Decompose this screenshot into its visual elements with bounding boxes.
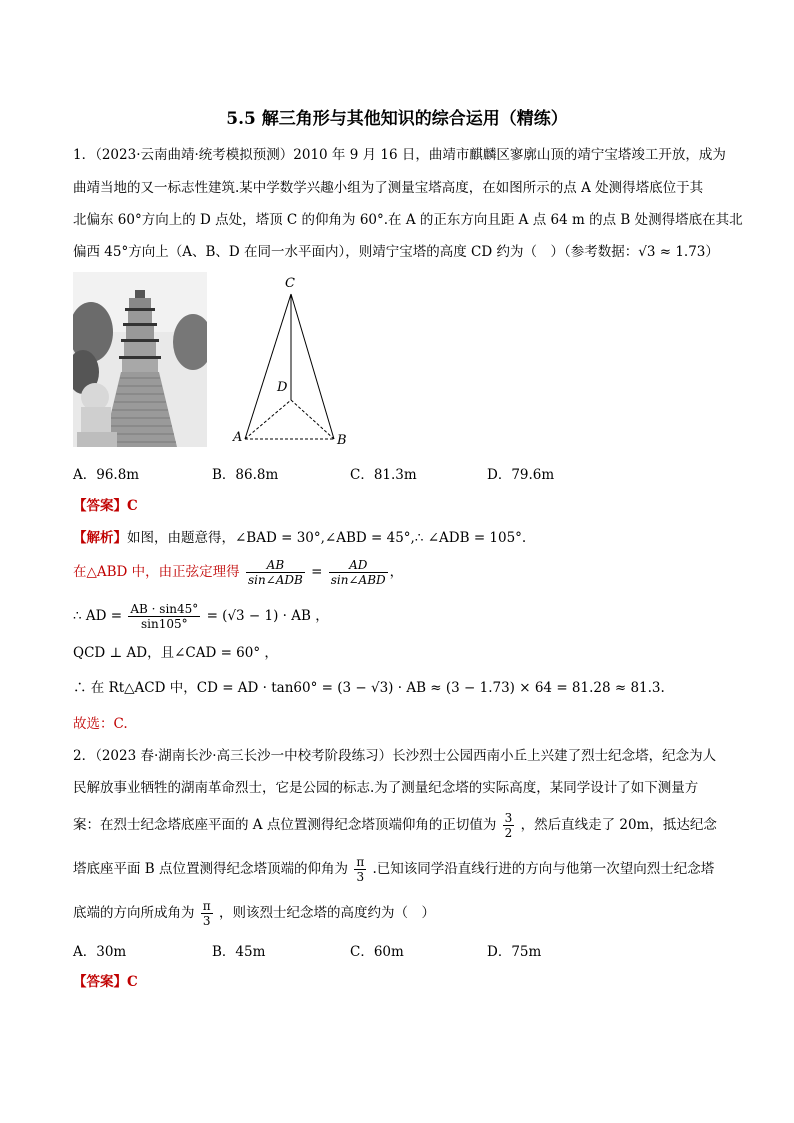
label-b: B [337,433,347,448]
label-a: A [233,430,243,445]
pagoda-photo [73,272,207,447]
q1-conclusion: 故选：C. [73,716,128,732]
label-c: C [285,276,295,291]
q1-text-line: 曲靖当地的又一标志性建筑.某中学数学兴趣小组为了测量宝塔高度，在如图所示的点 A 处测得塔底位于其 [73,180,704,196]
sine-rule-intro: 在△ABD 中，由正弦定理得 [73,564,240,580]
q2-answer [73,972,138,992]
fraction-ab-sin-adb: $\frac{AB}{\text{sin∠ADB}}$ [247,558,303,587]
q2-option-b: B．45m [212,944,266,960]
q1-text-line: 北偏东 60°方向上的 D 点处，塔顶 C 的仰角为 60°.在 A 的正东方向且距 A 点 64 m 的点 B 处测得塔底在其北 [73,212,743,228]
answer-label: 【答案】 [73,498,127,514]
answer-value: C [127,498,138,514]
q2-text-line: 民解放事业牺牲的湖南革命烈士，它是公园的标志.为了测量纪念塔的实际高度，某同学设计了如下测量方 [73,780,699,796]
label-d: D [277,380,288,395]
fraction-ad-expression: $\frac{AB \cdot \sin 45^\circ}{\sin 105^\circ}$ [130,602,199,631]
q2-option-a: A．30m [73,944,127,960]
q1-option-d: D．79.6m [487,467,555,483]
q1-analysis-line1 [73,528,526,548]
q2-text-line: 2．（2023 春·湖南长沙·高三长沙一中校考阶段练习）长沙烈士公园西南小丘上兴建了烈士纪念塔，纪念为人 [73,748,717,764]
q1-option-c: C．81.3m [350,467,417,483]
fraction-pi-over-3: $\frac{\pi}{3}$ [202,899,211,928]
q2-text-line: 底端的方向所成角为 $\frac{\pi}{3}$ ，则该烈士纪念塔的高度约为（ ） [73,899,435,928]
q1-analysis-line4: QCD ⊥ AD，且∠CAD = 60° ， [73,645,278,661]
q1-option-b: B．86.8m [212,467,279,483]
page-title: 5.5 解三角形与其他知识的综合运用（精练） [226,109,568,129]
q1-option-a: A．96.8m [73,467,140,483]
q1-text-line: 1．（2023·云南曲靖·统考模拟预测）2010 年 9 月 16 日，曲靖市麒麟区寥廓山顶的靖宁宝塔竣工开放，成为 [73,147,726,163]
q1-analysis-line2: 在△ABD 中，由正弦定理得 $\frac{AB}{\text{sin∠ADB}}$ = $\frac{AD}{\text{sin∠ABD}}$ ， [73,558,404,587]
fraction-pi-over-3: $\frac{\pi}{3}$ [356,855,365,884]
q1-analysis-line3: ∴ AD = $\frac{AB \cdot \sin 45^\circ}{\sin 105^\circ}$ = (√3 − 1) · AB ， [73,602,329,631]
analysis-label: 【解析】 [73,530,127,546]
q2-option-d: D．75m [487,944,542,960]
pyramid-diagram [225,272,355,452]
q1-answer [73,496,138,516]
q2-option-c: C．60m [350,944,404,960]
answer-value: C [127,974,138,990]
answer-label: 【答案】 [73,974,127,990]
fraction-ad-sin-abd: $\frac{AD}{\text{sin∠ABD}}$ [330,558,386,587]
q2-text-line: 案：在烈士纪念塔底座平面的 A 点位置测得纪念塔顶端仰角的正切值为 $\frac{3}{2}$ ，然后直线走了 20m，抵达纪念 [73,811,717,840]
q1-text-line: 偏西 45°方向上（A、B、D 在同一水平面内），则靖宁宝塔的高度 CD 约为（ ）（参考数据：√3 ≈ 1.73） [73,244,719,260]
fraction-tan-value: $\frac{3}{2}$ [504,811,513,840]
q1-analysis-line5: ∴ 在 Rt△ACD 中，CD = AD · tan60° = (3 − √3) · AB ≈ (3 − 1.73) × 64 = 81.28 ≈ 81.3. [73,680,665,696]
q2-text-line: 塔底座平面 B 点位置测得纪念塔顶端的仰角为 $\frac{\pi}{3}$ .已知该同学沿直线行进的方向与他第一次望向烈士纪念塔 [73,855,715,884]
analysis-text: 如图，由题意得，∠BAD = 30°,∠ABD = 45°,∴ ∠ADB = 105°. [127,530,527,546]
